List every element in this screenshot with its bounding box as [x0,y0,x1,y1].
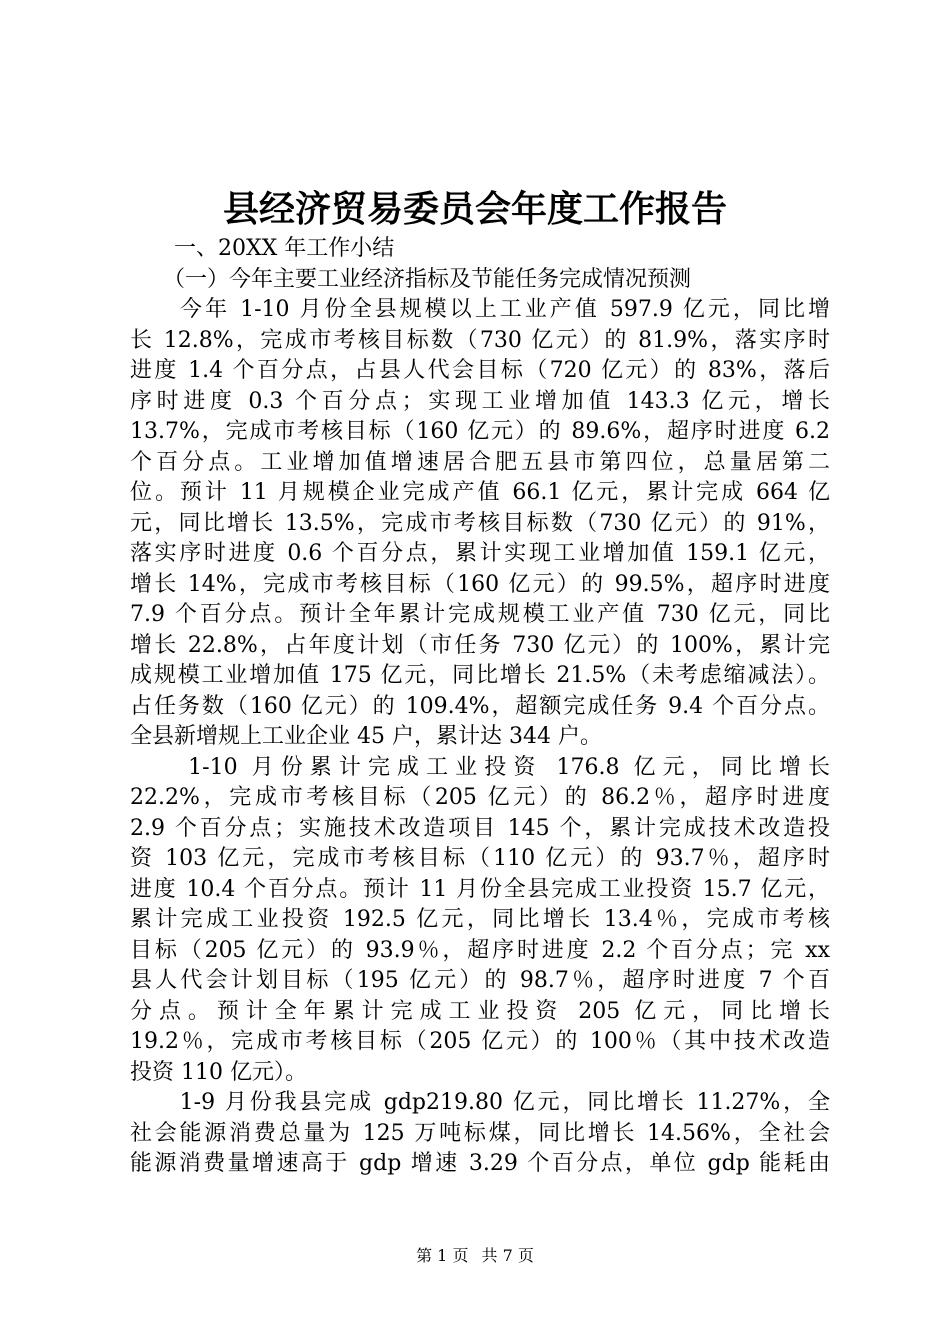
page-current-label: 第 1 页 [416,1246,469,1265]
text-line: 1-10 月份累计完成工业投资 176.8 亿元，同比增长 [130,754,830,780]
text-line: 社会能源消费总量为 125 万吨标煤，同比增长 14.56%，全社会 [130,1120,830,1146]
text-line: 落实序时进度 0.6 个百分点，累计实现工业增加值 159.1 亿元， [130,541,830,566]
text-line: 2.9 个百分点；实施技术改造项目 145 个，累计完成技术改造投 [130,815,830,841]
text-line: 个百分点。工业增加值增速居合肥五县市第四位，总量居第二 [130,449,830,475]
text-line: 县人代会计划目标（195 亿元）的 98.7％，超序时进度 7 个百 [130,968,830,993]
text-line: 进度 10.4 个百分点。预计 11 月份全县完成工业投资 15.7 亿元， [130,876,830,902]
text-line: 目标（205 亿元）的 93.9％，超序时进度 2.2 个百分点；完 xx [130,937,830,963]
text-line: 全县新增规上工业企业 45 户，累计达 344 户。 [130,724,602,749]
text-line: 增长 22.8%，占年度计划（市任务 730 亿元）的 100%，累计完 [130,632,830,658]
text-line: 7.9 个百分点。预计全年累计完成规模工业产值 730 亿元，同比 [130,602,830,627]
text-line: 元，同比增长 13.5%，完成市考核目标数（730 亿元）的 91%， [130,510,830,536]
document-body [130,234,830,1180]
text-line: 13.7%，完成市考核目标（160 亿元）的 89.6%，超序时进度 6.2 [130,419,830,444]
text-line: 占任务数（160 亿元）的 109.4%，超额完成任务 9.4 个百分点。 [130,693,830,719]
text-line: （一）今年主要工业经济指标及节能任务完成情况预测 [130,266,692,292]
document-title: 县经济贸易委员会年度工作报告 [222,188,727,230]
text-line: 一、20XX 年工作小结 [130,236,395,261]
text-line: 位。预计 11 月规模企业完成产值 66.1 亿元，累计完成 664 亿 [130,480,830,505]
text-line: 资 103 亿元，完成市考核目标（110 亿元）的 93.7％，超序时 [130,846,830,871]
text-line: 增长 14%，完成市考核目标（160 亿元）的 99.5%，超序时进度 [130,571,830,597]
text-line: 投资 110 亿元）。 [130,1059,307,1085]
text-line: 22.2%，完成市考核目标（205 亿元）的 86.2％，超序时进度 [130,785,830,810]
text-line: 进度 1.4 个百分点，占县人代会目标（720 亿元）的 83%，落后 [130,358,830,383]
text-line: 19.2％，完成市考核目标（205 亿元）的 100％（其中技术改造 [130,1029,830,1054]
text-line: 成规模工业增加值 175 亿元，同比增长 21.5%（未考虑缩减法）。 [130,663,830,688]
page-footer [0,1243,950,1266]
text-line: 今年 1-10 月份全县规模以上工业产值 597.9 亿元，同比增 [130,297,830,322]
text-line: 分点。预计全年累计完成工业投资 205 亿元，同比增长 [130,998,830,1024]
text-line: 能源消费量增速高于 gdp 增速 3.29 个百分点，单位 gdp 能耗由 [130,1151,830,1176]
text-line: 序时进度 0.3 个百分点；实现工业增加值 143.3 亿元，增长 [130,388,830,414]
text-line: 长 12.8%，完成市考核目标数（730 亿元）的 81.9%，落实序时 [130,327,830,353]
text-line: 累计完成工业投资 192.5 亿元，同比增长 13.4％，完成市考核 [130,907,830,932]
page-total-label: 共 7 页 [481,1246,534,1265]
text-line: 1-9 月份我县完成 gdp219.80 亿元，同比增长 11.27%，全 [130,1090,830,1115]
